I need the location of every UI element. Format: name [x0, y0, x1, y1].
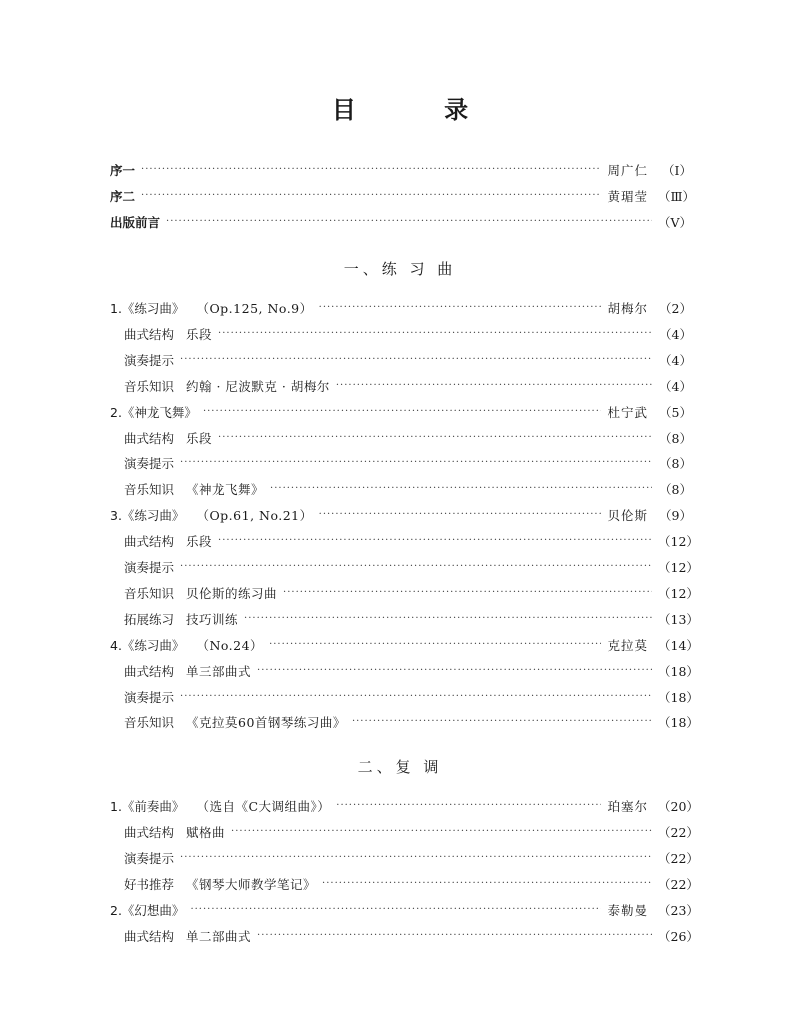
leader-dots — [269, 635, 601, 655]
entry-page-number: （18） — [658, 690, 699, 705]
entry-label: 序一 — [110, 163, 136, 178]
entry-author: 珀塞尔 — [607, 799, 648, 814]
toc-subentry[interactable] — [124, 848, 699, 868]
leader-dots — [218, 428, 652, 448]
leader-dots — [218, 531, 652, 551]
leader-dots — [319, 505, 602, 525]
entry-page-number: （8） — [659, 482, 692, 497]
toc-subentry[interactable] — [124, 324, 692, 344]
entry-page-number: （23） — [658, 903, 699, 918]
entry-page-number: （4） — [659, 327, 692, 342]
entry-author: 周广仁 — [607, 163, 648, 178]
entry-description: 赋格曲 — [186, 825, 226, 840]
entry-label: 出版前言 — [110, 215, 161, 230]
entry-description: 《神龙飞舞》 — [186, 482, 265, 497]
entry-label: 曲式结构 — [124, 825, 175, 840]
leader-dots — [180, 350, 652, 370]
entry-page-number: （12） — [658, 560, 699, 575]
entry-description: 贝伦斯的练习曲 — [186, 586, 278, 601]
toc-entry[interactable] — [110, 402, 692, 422]
entry-page-number: （14） — [658, 638, 699, 653]
entry-description: （Op.125, No.9） — [196, 301, 313, 316]
entry-label: 演奏提示 — [124, 456, 175, 471]
entry-label: 演奏提示 — [124, 353, 175, 368]
leader-dots — [190, 900, 601, 920]
entry-description: 技巧训练 — [186, 612, 239, 627]
toc-subentry[interactable] — [124, 926, 699, 946]
section-heading: 二、复 调 — [357, 758, 443, 776]
toc-subentry[interactable] — [124, 350, 692, 370]
leader-dots — [180, 453, 652, 473]
entry-author: 杜宁武 — [607, 405, 648, 420]
entry-author: 泰勒曼 — [607, 903, 648, 918]
entry-description: 乐段 — [186, 327, 213, 342]
leader-dots — [257, 926, 652, 946]
leader-dots — [322, 874, 652, 894]
entry-page-number: （22） — [658, 851, 699, 866]
toc-subentry[interactable] — [124, 376, 692, 396]
entry-description: （No.24） — [196, 638, 264, 653]
entry-description: （选自《C大调组曲》） — [196, 799, 331, 814]
entry-page-number: （4） — [659, 379, 692, 394]
entry-label: 演奏提示 — [124, 560, 175, 575]
toc-subentry[interactable] — [124, 531, 699, 551]
entry-description: 乐段 — [186, 534, 213, 549]
toc-entry[interactable] — [110, 212, 692, 232]
entry-label: 2.《神龙飞舞》 — [110, 405, 197, 420]
toc-subentry[interactable] — [124, 479, 692, 499]
leader-dots — [352, 712, 652, 732]
entry-page-number: （Ⅲ） — [658, 189, 696, 204]
leader-dots — [283, 583, 652, 603]
page-title: 目 录 — [331, 96, 509, 124]
entry-author: 克拉莫 — [607, 638, 648, 653]
entry-label: 曲式结构 — [124, 327, 175, 342]
entry-description: （Op.61, No.21） — [196, 508, 313, 523]
entry-label: 曲式结构 — [124, 929, 175, 944]
leader-dots — [166, 212, 652, 232]
entry-page-number: （Ⅰ） — [662, 163, 692, 178]
entry-page-number: （18） — [658, 664, 699, 679]
leader-dots — [257, 661, 652, 681]
entry-page-number: （22） — [658, 825, 699, 840]
leader-dots — [231, 822, 652, 842]
entry-description: 单二部曲式 — [186, 929, 252, 944]
entry-author: 胡梅尔 — [607, 301, 648, 316]
entry-page-number: （26） — [658, 929, 699, 944]
entry-page-number: （22） — [658, 877, 699, 892]
entry-page-number: （8） — [659, 456, 692, 471]
leader-dots — [141, 160, 601, 180]
toc-subentry[interactable] — [124, 874, 699, 894]
entry-page-number: （8） — [659, 431, 692, 446]
toc-subentry[interactable] — [124, 428, 692, 448]
toc-subentry[interactable] — [124, 661, 699, 681]
leader-dots — [336, 796, 601, 816]
entry-label: 曲式结构 — [124, 431, 175, 446]
entry-page-number: （4） — [659, 353, 692, 368]
entry-description: 《克拉莫60首钢琴练习曲》 — [186, 715, 346, 730]
entry-label: 演奏提示 — [124, 690, 175, 705]
entry-page-number: （12） — [658, 534, 699, 549]
toc-subentry[interactable] — [124, 712, 699, 732]
entry-label: 好书推荐 — [124, 877, 175, 892]
entry-label: 演奏提示 — [124, 851, 175, 866]
entry-label: 音乐知识 — [124, 586, 175, 601]
toc-entry[interactable] — [110, 635, 699, 655]
leader-dots — [244, 609, 652, 629]
leader-dots — [270, 479, 652, 499]
toc-entry[interactable] — [110, 900, 699, 920]
entry-description: 约翰 · 尼波默克 · 胡梅尔 — [186, 379, 330, 394]
entry-page-number: （2） — [659, 301, 692, 316]
toc-subentry[interactable] — [124, 583, 699, 603]
toc-entry[interactable] — [110, 505, 692, 525]
toc-subentry[interactable] — [124, 687, 699, 707]
toc-entry[interactable] — [110, 796, 699, 816]
toc-entry[interactable] — [110, 298, 692, 318]
leader-dots — [180, 848, 652, 868]
entry-description: 乐段 — [186, 431, 213, 446]
toc-subentry[interactable] — [124, 609, 699, 629]
entry-page-number: （20） — [658, 799, 699, 814]
entry-author: 贝伦斯 — [607, 508, 648, 523]
entry-label: 序二 — [110, 189, 136, 204]
entry-label: 1.《前奏曲》 — [110, 799, 185, 814]
entry-description: 《钢琴大师教学笔记》 — [186, 877, 317, 892]
entry-page-number: （Ⅴ） — [658, 215, 693, 230]
entry-author: 黄瑂莹 — [607, 189, 648, 204]
leader-dots — [218, 324, 652, 344]
entry-page-number: （5） — [659, 405, 692, 420]
entry-label: 拓展练习 — [124, 612, 175, 627]
entry-label: 曲式结构 — [124, 664, 175, 679]
entry-label: 4.《练习曲》 — [110, 638, 185, 653]
toc-subentry[interactable] — [124, 822, 699, 842]
leader-dots — [180, 557, 652, 577]
toc-entry[interactable] — [110, 160, 692, 180]
toc-entry[interactable] — [110, 186, 696, 206]
entry-label: 音乐知识 — [124, 482, 175, 497]
entry-page-number: （18） — [658, 715, 699, 730]
toc-subentry[interactable] — [124, 453, 692, 473]
entry-page-number: （9） — [659, 508, 692, 523]
leader-dots — [203, 402, 602, 422]
leader-dots — [336, 376, 652, 396]
entry-label: 3.《练习曲》 — [110, 508, 185, 523]
toc-subentry[interactable] — [124, 557, 699, 577]
leader-dots — [141, 186, 601, 206]
entry-label: 1.《练习曲》 — [110, 301, 185, 316]
leader-dots — [180, 687, 652, 707]
entry-label: 2.《幻想曲》 — [110, 903, 185, 918]
section-heading: 一、练 习 曲 — [343, 260, 457, 278]
entry-label: 音乐知识 — [124, 715, 175, 730]
entry-description: 单三部曲式 — [186, 664, 252, 679]
entry-page-number: （12） — [658, 586, 699, 601]
leader-dots — [319, 298, 602, 318]
entry-page-number: （13） — [658, 612, 699, 627]
entry-label: 音乐知识 — [124, 379, 175, 394]
entry-label: 曲式结构 — [124, 534, 175, 549]
